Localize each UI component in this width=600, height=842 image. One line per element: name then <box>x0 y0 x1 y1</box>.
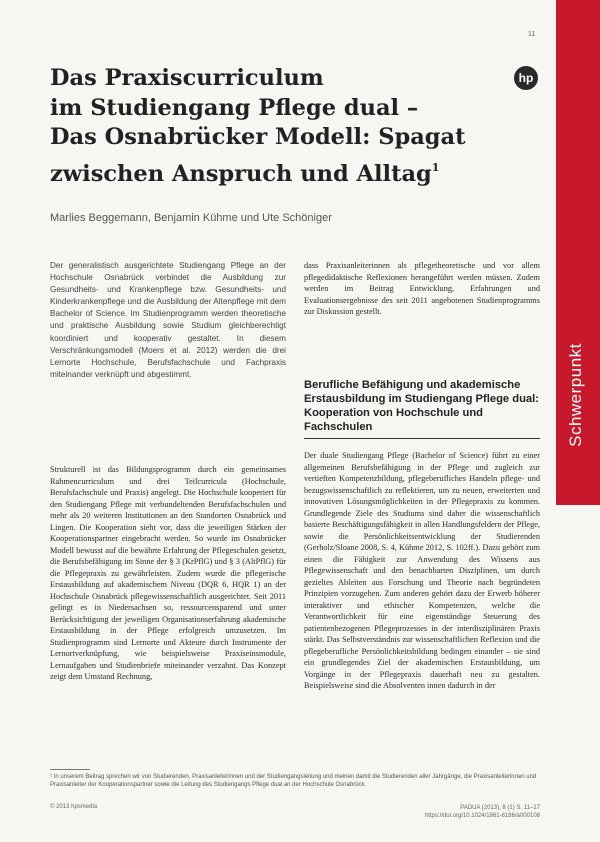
author-list: Marlies Beggemann, Benjamin Kühme und Ute Schöniger <box>50 212 332 224</box>
footnote: ¹ In unserem Beitrag sprechen wir von Studierenden, Praxisanleiterinnen und der Studiengangsleitung und meinen damit die Studierenden aller Jahrgänge, die Praxisanleiterinnen und Praxisanleiter der Kooperationspartner sowie die Leitung des Studiengangs Pflege dual an der Hochschule Osnabrück. <box>50 774 537 788</box>
page-number: 11 <box>528 31 536 38</box>
title-line-1: Das Praxiscurriculum <box>50 65 324 91</box>
footer-journal-reference: PADUA (2013), 8 (1) S. 11–17 <box>460 805 540 811</box>
side-tab-label: Schwerpunkt <box>566 343 585 447</box>
body-text-right-column: Der duale Studiengang Pflege (Bachelor of Science) führt zu einer allgemeinen Berufsbefähigung in der Pflege und zugleich zur vertieften Kompetenzbildung, pflegeberufliches Handeln pflege- und bezugswissenschaftlich zu reflektieren, um zu neuen, erweiterten und innovativen Lösungsmöglichkeiten in der Pflegepraxis zu kommen. Grundlegende Ziele des Studiums sind daher die wissenschaftlich basierte Beschäftigungsfähigkeit in allen Handlungsfeldern der Pflege, sowie die Persönlichkeitsentwicklung der Studierenden (Gerholz/Sloane 2008, S. 4, Kühme 2012, S. 102ff.). Dazu gehört zum einen die Fähigkeit zur Anwendung des Wissens aus Pflegewissenschaft und den benachbarten Disziplinen, um durch gezieltes Ableiten aus Forschung und Theorie nach begründeten Prinzipien vorzugehen. Zum anderen gehört dazu der Erwerb höherer interaktiver und ethischer Kompetenzen, welche die Verantwortlichkeit für eine eigenständige Steuerung des patientenbezogenen Pflegeprozesses in der interdisziplinären Praxis stärkt. Das Selbstverständnis zur wissenschaftlichen Reflexion und die pflegeberufliche Persönlichkeitsbildung bedingen einander – sie sind ein grundlegendes Ziel der akademischen Erstausbildung, um Vorgänge in der Pflegepraxis dauerhaft neu zu gestalten. Beispielsweise sind die Absolventen innen dadurch in der <box>304 451 540 690</box>
body-text-right-column-top: dass Praxisanleiterinnen als pflegetheoretische und vor allem pflegedidaktische Reflexionen herangeführt werden müssen. Zudem werden im Beitrag Entwicklung, Erfahrungen und Evaluationsergebnisse des seit 2011 angebotenen Studienprogramms zur Diskussion gestellt. <box>304 261 540 316</box>
footer-citation <box>370 804 540 820</box>
section-side-tab <box>556 0 600 842</box>
body-text-left-column: Strukturell ist das Bildungsprogramm durch ein gemeinsames Rahmencurriculum und drei Teilcurricula (Hochschule, Berufsfachschule und Praxis) angelegt. Die Hochschule kooperiert für den Studiengang Pflege mit verbundeltenden Berufsfachschulen und mehr als 20 weiteren Institutionen an den Standorten Osnabrück und Lingen. Die Kooperation sieht vor, dass die jeweiligen Stärken der Kooperationspartner eingebracht werden. So wurde im Osnabrücker Modell bewusst auf die bewährte Erfahrung der Pflegeschulen gesetzt, die Berufsbefähigung im Sinne der § 3 (KrPflG) und § 3 (AltPflG) für die Pflegepraxis zu gewährleisten. Zudem wurde die pflegerische Erstausbildung auf akademischem Niveau (DQR 6, HQR 1) an der Hochschule Osnabrück pflegewissenschaftlich ausgerichtet. Seit 2011 gelingt es in Niedersachsen so, ressourcensparend und unter Berücksichtigung der jeweiligen Organisationserfahrung akademische Erstausbildung in der Pflege erfolgreich umzusetzen. Im Studienprogramm sind Lernorte und Akteure durch Instrumente der Lernortverknüpfung, wie beispielsweise Praxiseinsmodule, Lernaufgaben und Studienbriefe miteinander verzahnt. Das Konzept zeigt dem Umstand Rechnung, <box>50 465 286 681</box>
footnote-divider <box>50 769 90 770</box>
footer-doi-link[interactable]: https://doi.org/10.1024/1861-6186/a000108 <box>424 813 540 819</box>
section-heading: Berufliche Befähigung und akademische Erstausbildung im Studiengang Pflege dual: Kooperation von Hochschule und Fachschulen <box>304 378 540 439</box>
title-footnote-marker: 1 <box>431 160 440 174</box>
title-line-3: Das Osnabrücker Modell: Spagat <box>50 124 466 150</box>
title-line-2: im Studiengang Pflege dual – <box>50 94 419 121</box>
publisher-logo-icon: hp <box>514 66 538 90</box>
footer-copyright: © 2013 hpsmedia <box>50 804 98 810</box>
abstract: Der generalistisch ausgerichtete Studiengang Pflege an der Hochschule Osnabrück verbindet die Ausbildung zur Gesundheits- und Krankenpflege bzw. Gesundheits- und Kinderkrankenpflege und die Ausbildung der Altenpflege mit dem Bachelor of Science. Im Studienprogramm werden theoretische und praktische Ausbildung sowie Studium gleichberechtigt koordiniert und kooperativ gestaltet. In diesem Verschränkungsmodell (Moers et al. 2012) werden die drei Lernorte Hochschule, Berufsfachschule und Fachpraxis miteinander verknüpft und abgestimmt. <box>50 261 286 379</box>
article-title <box>50 64 510 189</box>
title-line-4: zwischen Anspruch und Alltag <box>50 160 432 187</box>
